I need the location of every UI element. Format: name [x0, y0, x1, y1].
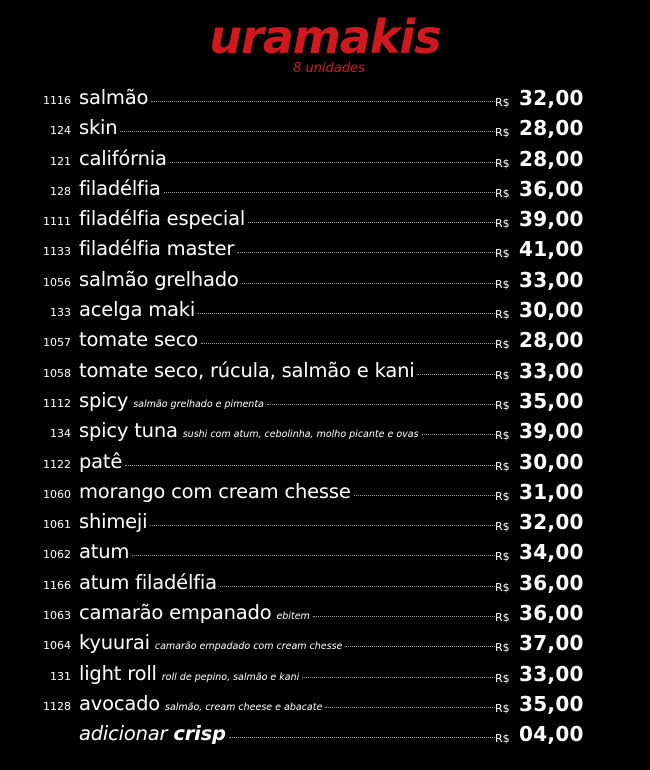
item-code: 1128	[43, 699, 71, 713]
dot-leader	[267, 403, 495, 405]
menu-item-row	[0, 448, 650, 478]
item-name: califórnia	[79, 146, 167, 170]
item-name: filadélfia master	[79, 237, 235, 261]
item-code: 1063	[43, 609, 71, 623]
extra-label	[79, 722, 495, 746]
menu-item-row	[0, 114, 650, 144]
menu-item-row	[0, 629, 650, 659]
item-code: 1064	[43, 639, 71, 653]
menu-item-row	[0, 478, 650, 508]
item-name: morango com cream chesse	[79, 479, 351, 503]
item-currency: R$	[495, 550, 510, 564]
item-price: 32,00	[519, 86, 584, 110]
dot-leader	[132, 554, 495, 556]
item-name: acelga maki	[79, 298, 196, 322]
item-price: 34,00	[519, 540, 584, 565]
item-name: spicy	[79, 388, 129, 412]
item-name: shimeji	[79, 510, 148, 534]
dot-leader	[242, 282, 495, 284]
menu-item-row	[0, 266, 650, 296]
item-code: 1061	[43, 518, 71, 532]
item-code: 124	[50, 124, 71, 138]
item-price: 36,00	[519, 601, 584, 626]
menu-item-row	[0, 569, 650, 599]
dot-leader	[325, 706, 495, 708]
item-label	[79, 268, 495, 292]
item-code: 1133	[43, 245, 71, 259]
item-name: filadélfia	[79, 176, 161, 200]
item-currency: R$	[495, 611, 510, 625]
item-currency: R$	[495, 580, 510, 594]
item-currency: R$	[495, 671, 510, 685]
item-price: 33,00	[519, 358, 584, 383]
item-code: 1112	[43, 396, 71, 410]
menu-title: uramakis	[209, 10, 441, 64]
item-code: 1116	[43, 94, 71, 107]
item-price: 41,00	[519, 237, 584, 262]
item-code: 1057	[43, 336, 71, 350]
dot-leader	[164, 191, 495, 193]
item-code: 1058	[43, 366, 71, 380]
item-name: salmão grelhado	[79, 267, 239, 291]
item-code: 1122	[43, 457, 71, 471]
item-label	[79, 359, 495, 383]
dot-leader	[354, 494, 495, 496]
extra-name-prefix: adicionar	[79, 722, 168, 746]
item-description: ebitem	[276, 611, 310, 623]
item-price: 39,00	[519, 419, 584, 444]
item-description: roll de pepino, salmão e kani	[161, 671, 300, 683]
item-label	[79, 237, 495, 261]
item-currency: R$	[495, 459, 510, 473]
dot-leader	[422, 433, 495, 435]
dot-leader	[170, 161, 495, 163]
item-currency: R$	[495, 338, 510, 352]
item-label	[79, 177, 495, 201]
menu-subtitle: 8 unidades	[293, 61, 365, 76]
item-label	[79, 662, 495, 690]
dot-leader	[345, 645, 495, 647]
item-label	[79, 86, 495, 110]
menu-item-row	[0, 538, 650, 568]
dot-leader	[313, 615, 495, 617]
item-name: tomate seco	[79, 328, 198, 352]
extra-currency: R$	[495, 732, 510, 746]
dot-leader	[302, 676, 495, 678]
menu-item-row	[0, 357, 650, 387]
item-label	[79, 207, 495, 231]
item-name: atum filadélfia	[79, 570, 217, 594]
extra-row	[0, 720, 650, 750]
item-code: 1062	[43, 548, 71, 562]
item-currency: R$	[495, 277, 510, 291]
item-label	[79, 419, 495, 447]
item-label	[79, 571, 495, 595]
item-description: camarão empadado com cream chesse	[154, 641, 343, 653]
item-name: spicy tuna	[79, 419, 178, 443]
item-name: tomate seco, rúcula, salmão e kani	[79, 358, 415, 382]
menu-item-row	[0, 175, 650, 205]
item-code: 121	[50, 154, 71, 168]
menu-item-row	[0, 417, 650, 447]
item-price: 31,00	[519, 479, 584, 504]
item-price: 37,00	[519, 631, 584, 656]
item-label	[79, 116, 495, 140]
menu-item-row	[0, 235, 650, 265]
menu-item-row	[0, 145, 650, 175]
dot-leader	[248, 221, 495, 223]
item-label	[79, 328, 495, 352]
menu-item-row	[0, 508, 650, 538]
dot-leader	[120, 130, 495, 132]
menu-item-row	[0, 690, 650, 720]
item-label	[79, 601, 495, 629]
item-price: 36,00	[519, 176, 584, 201]
item-currency: R$	[495, 429, 510, 443]
item-name: camarão empanado	[79, 601, 272, 625]
item-currency: R$	[495, 489, 510, 503]
item-currency: R$	[495, 96, 510, 109]
menu-item-row	[0, 296, 650, 326]
item-code: 134	[50, 427, 71, 441]
item-name: avocado	[79, 691, 160, 715]
item-price: 30,00	[519, 298, 584, 323]
item-currency: R$	[495, 520, 510, 534]
item-code: 1166	[43, 578, 71, 592]
item-description: sushi com atum, cebolinha, molho picante e ovas	[182, 429, 419, 441]
item-price: 33,00	[519, 267, 584, 292]
menu-item-row	[0, 205, 650, 235]
menu-list	[0, 84, 650, 751]
item-label	[79, 692, 495, 720]
item-code: 133	[50, 306, 71, 320]
item-name: filadélfia especial	[79, 207, 246, 231]
item-price: 36,00	[519, 570, 584, 595]
item-currency: R$	[495, 701, 510, 715]
item-code: 131	[50, 669, 71, 683]
dot-leader	[151, 100, 495, 102]
item-currency: R$	[495, 398, 510, 412]
item-price: 30,00	[519, 449, 584, 474]
item-description: salmão grelhado e pimenta	[133, 398, 264, 410]
item-price: 28,00	[519, 328, 584, 353]
dot-leader	[237, 251, 495, 253]
item-price: 35,00	[519, 388, 584, 413]
item-label	[79, 450, 495, 474]
item-name: patê	[79, 449, 123, 473]
dot-leader	[201, 342, 495, 344]
dot-leader	[125, 464, 495, 466]
item-price: 33,00	[519, 661, 584, 686]
item-description: salmão, cream cheese e abacate	[165, 701, 323, 713]
item-currency: R$	[495, 156, 510, 170]
item-price: 32,00	[519, 510, 584, 535]
item-currency: R$	[495, 641, 510, 655]
menu-item-row	[0, 660, 650, 690]
item-code: 1060	[43, 487, 71, 501]
item-label	[79, 480, 495, 504]
item-code: 1056	[43, 275, 71, 289]
item-currency: R$	[495, 186, 510, 200]
item-label	[79, 540, 495, 564]
dot-leader	[198, 312, 495, 314]
item-name: light roll	[79, 661, 157, 685]
item-label	[79, 389, 495, 417]
item-name: skin	[79, 116, 118, 140]
item-currency: R$	[495, 308, 510, 322]
item-label	[79, 298, 495, 322]
dot-leader	[417, 373, 495, 375]
item-price: 28,00	[519, 146, 584, 171]
menu-item-row	[0, 84, 650, 114]
item-label	[79, 631, 495, 659]
item-code: 1111	[43, 215, 71, 229]
item-label	[79, 147, 495, 171]
item-price: 35,00	[519, 691, 584, 716]
item-currency: R$	[495, 217, 510, 231]
item-currency: R$	[495, 247, 510, 261]
item-currency: R$	[495, 368, 510, 382]
extra-name-bold: crisp	[173, 722, 226, 746]
item-price: 39,00	[519, 207, 584, 232]
dot-leader	[150, 524, 495, 526]
menu-item-row	[0, 599, 650, 629]
menu-item-row	[0, 387, 650, 417]
item-name: kyuurai	[79, 631, 150, 655]
menu-item-row	[0, 326, 650, 356]
menu-header	[0, 10, 650, 76]
item-code: 128	[50, 184, 71, 198]
item-name: atum	[79, 540, 130, 564]
item-name: salmão	[79, 86, 149, 109]
dot-leader	[229, 736, 495, 738]
extra-price: 04,00	[519, 722, 584, 747]
dot-leader	[220, 585, 495, 587]
item-price: 28,00	[519, 116, 584, 141]
item-currency: R$	[495, 126, 510, 140]
item-label	[79, 510, 495, 534]
